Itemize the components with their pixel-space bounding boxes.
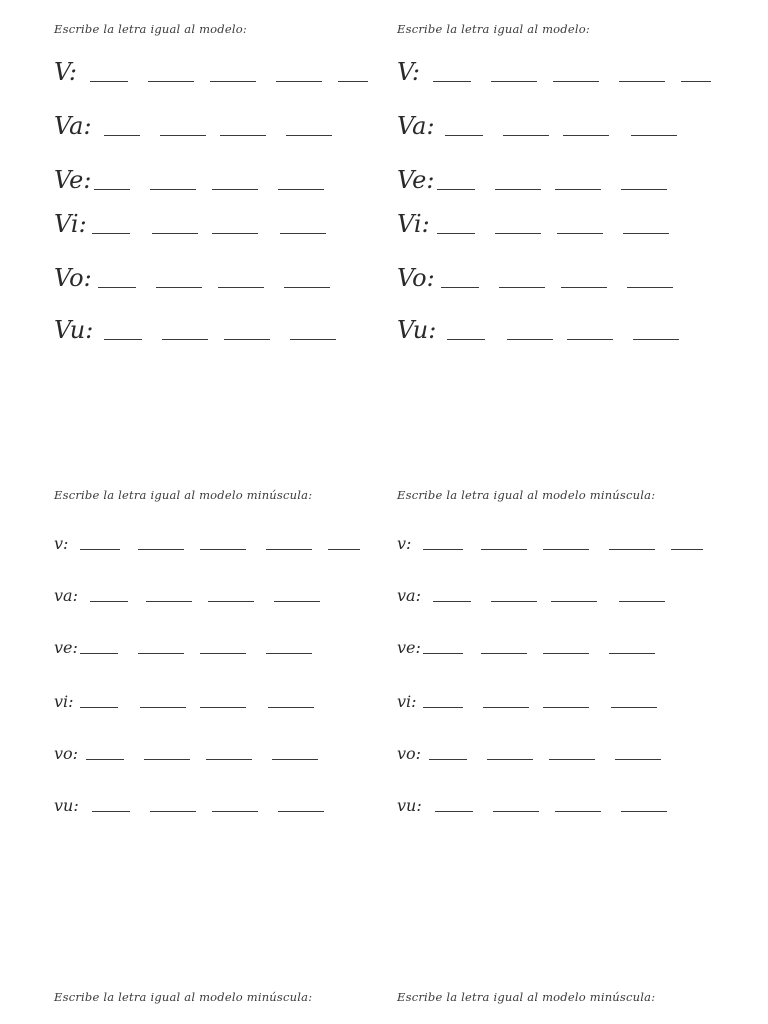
write-line[interactable] (86, 759, 124, 760)
write-line[interactable] (619, 81, 665, 82)
write-line[interactable] (483, 707, 529, 708)
model-letter: Vo: (397, 264, 435, 292)
write-line[interactable] (621, 189, 667, 190)
write-line[interactable] (543, 653, 589, 654)
practice-row (54, 736, 384, 764)
instruction-text: Escribe la letra igual al modelo minúscula: (54, 990, 313, 1004)
write-line[interactable] (286, 135, 332, 136)
practice-row (397, 578, 727, 606)
write-line[interactable] (619, 601, 665, 602)
write-line[interactable] (423, 653, 463, 654)
write-line[interactable] (447, 339, 485, 340)
write-line[interactable] (615, 759, 661, 760)
write-line[interactable] (200, 549, 246, 550)
write-line[interactable] (423, 707, 463, 708)
write-line[interactable] (280, 233, 326, 234)
write-line[interactable] (433, 601, 471, 602)
write-line[interactable] (146, 601, 192, 602)
write-line[interactable] (80, 653, 118, 654)
write-line[interactable] (224, 339, 270, 340)
model-letter: Va: (397, 112, 435, 140)
model-letter: ve: (397, 638, 421, 657)
write-line[interactable] (441, 287, 479, 288)
model-letter: va: (397, 586, 421, 605)
write-line[interactable] (549, 759, 595, 760)
write-line[interactable] (200, 707, 246, 708)
write-line[interactable] (609, 549, 655, 550)
write-line[interactable] (338, 81, 368, 82)
write-line[interactable] (543, 549, 589, 550)
practice-row (54, 316, 384, 344)
write-line[interactable] (495, 233, 541, 234)
worksheet-section-upper-left (54, 22, 384, 352)
practice-row (397, 788, 727, 816)
write-line[interactable] (627, 287, 673, 288)
model-letter: Vi: (397, 210, 430, 238)
write-line[interactable] (278, 811, 324, 812)
practice-row (397, 630, 727, 658)
model-letter: vo: (54, 744, 79, 763)
model-letter: Ve: (397, 166, 435, 194)
write-line[interactable] (144, 759, 190, 760)
write-line[interactable] (266, 653, 312, 654)
write-line[interactable] (555, 811, 601, 812)
write-line[interactable] (152, 233, 198, 234)
write-line[interactable] (609, 653, 655, 654)
write-line[interactable] (557, 233, 603, 234)
write-line[interactable] (274, 601, 320, 602)
model-letter: vi: (397, 692, 417, 711)
practice-row (397, 316, 727, 344)
practice-row (397, 684, 727, 712)
write-line[interactable] (80, 707, 118, 708)
model-letter: Vo: (54, 264, 92, 292)
model-letter: Vi: (54, 210, 87, 238)
practice-row (397, 112, 727, 140)
write-line[interactable] (268, 707, 314, 708)
write-line[interactable] (212, 189, 258, 190)
model-letter: ve: (54, 638, 78, 657)
write-line[interactable] (623, 233, 669, 234)
write-line[interactable] (437, 189, 475, 190)
write-line[interactable] (503, 135, 549, 136)
write-line[interactable] (150, 811, 196, 812)
write-line[interactable] (551, 601, 597, 602)
instruction-text: Escribe la letra igual al modelo: (397, 22, 590, 36)
model-letter: V: (54, 58, 78, 86)
write-line[interactable] (553, 81, 599, 82)
write-line[interactable] (206, 759, 252, 760)
write-line[interactable] (561, 287, 607, 288)
write-line[interactable] (138, 549, 184, 550)
write-line[interactable] (555, 189, 601, 190)
write-line[interactable] (445, 135, 483, 136)
practice-row (397, 166, 727, 194)
write-line[interactable] (212, 811, 258, 812)
practice-row (54, 526, 384, 554)
model-letter: Va: (54, 112, 92, 140)
practice-row (54, 578, 384, 606)
write-line[interactable] (210, 81, 256, 82)
worksheet-section-bottom-left (54, 990, 384, 1014)
write-line[interactable] (493, 811, 539, 812)
write-line[interactable] (200, 653, 246, 654)
write-line[interactable] (156, 287, 202, 288)
write-line[interactable] (90, 601, 128, 602)
worksheet-section-upper-right (397, 22, 727, 352)
worksheet-section-lower-right (397, 488, 727, 828)
write-line[interactable] (92, 233, 130, 234)
model-letter: vo: (397, 744, 422, 763)
write-line[interactable] (276, 81, 322, 82)
write-line[interactable] (212, 233, 258, 234)
write-line[interactable] (290, 339, 336, 340)
write-line[interactable] (563, 135, 609, 136)
practice-row (54, 788, 384, 816)
instruction-text: Escribe la letra igual al modelo minúscula: (54, 488, 313, 502)
write-line[interactable] (272, 759, 318, 760)
write-line[interactable] (611, 707, 657, 708)
practice-row (54, 210, 384, 238)
practice-row (397, 264, 727, 292)
model-letter: vu: (397, 796, 422, 815)
instruction-text: Escribe la letra igual al modelo: (54, 22, 247, 36)
write-line[interactable] (631, 135, 677, 136)
write-line[interactable] (208, 601, 254, 602)
write-line[interactable] (481, 653, 527, 654)
write-line[interactable] (104, 135, 140, 136)
model-letter: V: (397, 58, 421, 86)
practice-row (54, 630, 384, 658)
write-line[interactable] (138, 653, 184, 654)
write-line[interactable] (491, 81, 537, 82)
write-line[interactable] (429, 759, 467, 760)
write-line[interactable] (160, 135, 206, 136)
write-line[interactable] (671, 549, 703, 550)
write-line[interactable] (266, 549, 312, 550)
write-line[interactable] (92, 811, 130, 812)
write-line[interactable] (481, 549, 527, 550)
practice-row (54, 264, 384, 292)
practice-row (397, 58, 727, 86)
write-line[interactable] (681, 81, 711, 82)
model-letter: Vu: (397, 316, 437, 344)
write-line[interactable] (437, 233, 475, 234)
model-letter: Vu: (54, 316, 94, 344)
model-letter: v: (397, 534, 412, 553)
model-letter: Ve: (54, 166, 92, 194)
practice-row (54, 58, 384, 86)
write-line[interactable] (162, 339, 208, 340)
write-line[interactable] (543, 707, 589, 708)
practice-row (397, 210, 727, 238)
write-line[interactable] (94, 189, 130, 190)
instruction-text: Escribe la letra igual al modelo minúscula: (397, 488, 656, 502)
model-letter: v: (54, 534, 69, 553)
write-line[interactable] (499, 287, 545, 288)
model-letter: va: (54, 586, 78, 605)
write-line[interactable] (507, 339, 553, 340)
write-line[interactable] (140, 707, 186, 708)
write-line[interactable] (104, 339, 142, 340)
write-line[interactable] (328, 549, 360, 550)
write-line[interactable] (423, 549, 463, 550)
write-line[interactable] (491, 601, 537, 602)
write-line[interactable] (90, 81, 128, 82)
practice-row (54, 684, 384, 712)
write-line[interactable] (148, 81, 194, 82)
worksheet-section-lower-left (54, 488, 384, 828)
write-line[interactable] (278, 189, 324, 190)
model-letter: vu: (54, 796, 79, 815)
practice-row (397, 736, 727, 764)
write-line[interactable] (633, 339, 679, 340)
model-letter: vi: (54, 692, 74, 711)
write-line[interactable] (284, 287, 330, 288)
write-line[interactable] (567, 339, 613, 340)
write-line[interactable] (98, 287, 136, 288)
write-line[interactable] (433, 81, 471, 82)
worksheet-section-bottom-right (397, 990, 727, 1014)
write-line[interactable] (495, 189, 541, 190)
practice-row (54, 112, 384, 140)
write-line[interactable] (621, 811, 667, 812)
practice-row (397, 526, 727, 554)
instruction-text: Escribe la letra igual al modelo minúscula: (397, 990, 656, 1004)
write-line[interactable] (487, 759, 533, 760)
practice-row (54, 166, 384, 194)
write-line[interactable] (80, 549, 120, 550)
write-line[interactable] (435, 811, 473, 812)
write-line[interactable] (218, 287, 264, 288)
write-line[interactable] (150, 189, 196, 190)
write-line[interactable] (220, 135, 266, 136)
